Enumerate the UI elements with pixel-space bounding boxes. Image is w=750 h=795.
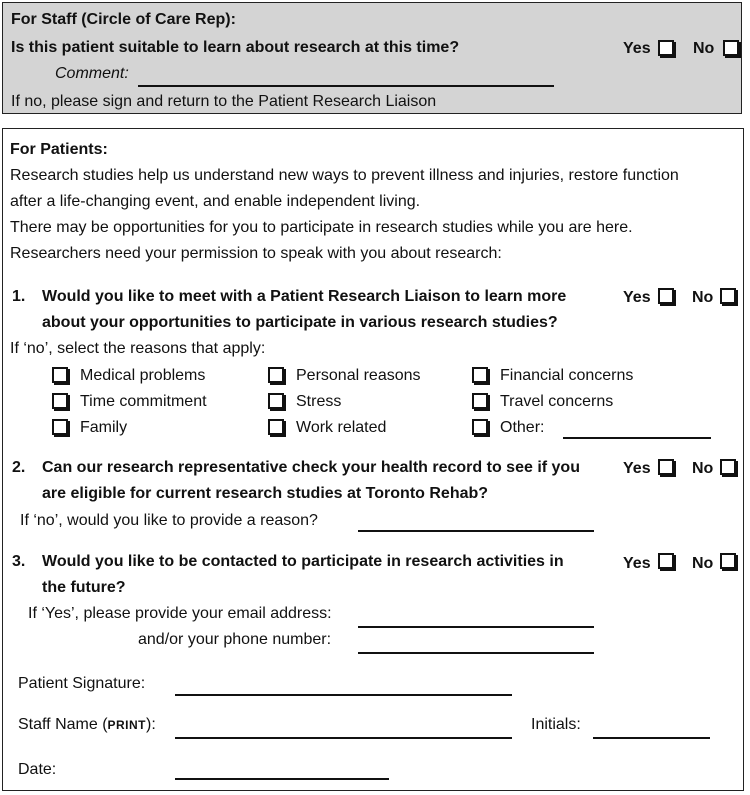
q3-no-label: No — [692, 555, 714, 572]
reason-family-checkbox[interactable] — [52, 419, 68, 435]
q1-yes-label: Yes — [623, 289, 651, 306]
staff-name-text: Staff Name ( — [18, 716, 108, 733]
initials-label: Initials: — [531, 716, 581, 733]
q2-no-label: No — [692, 460, 714, 477]
reason-time-checkbox[interactable] — [52, 393, 68, 409]
q1-reasons-prompt: If ‘no’, select the reasons that apply: — [10, 340, 266, 357]
staff-heading: For Staff (Circle of Care Rep): — [11, 11, 236, 28]
q3-line-2: the future? — [42, 579, 126, 596]
staff-name-field[interactable] — [175, 737, 512, 739]
staff-question: Is this patient suitable to learn about research at this time? — [11, 39, 460, 56]
reason-time-label: Time commitment — [80, 393, 207, 410]
q2-line-2: are eligible for current research studies at Toronto Rehab? — [42, 485, 489, 502]
q2-reason-field[interactable] — [358, 530, 594, 532]
reason-work-checkbox[interactable] — [268, 419, 284, 435]
q2-no-checkbox[interactable] — [720, 459, 736, 475]
comment-field[interactable] — [138, 85, 554, 87]
patients-heading: For Patients: — [10, 141, 108, 158]
q1-yes-checkbox[interactable] — [658, 288, 674, 304]
q3-email-label: If ‘Yes’, please provide your email address: — [28, 605, 332, 622]
reason-stress-checkbox[interactable] — [268, 393, 284, 409]
date-label: Date: — [18, 761, 57, 778]
staff-no-label: No — [693, 40, 715, 57]
q3-number: 3. — [12, 553, 26, 570]
reason-other-field[interactable] — [563, 437, 711, 439]
q2-yes-label: Yes — [623, 460, 651, 477]
date-field[interactable] — [175, 778, 389, 780]
reason-medical-checkbox[interactable] — [52, 367, 68, 383]
reason-travel-checkbox[interactable] — [472, 393, 488, 409]
q3-yes-label: Yes — [623, 555, 651, 572]
q3-phone-field[interactable] — [358, 652, 594, 654]
reason-financial-label: Financial concerns — [500, 367, 634, 384]
reason-stress-label: Stress — [296, 393, 342, 410]
q1-no-checkbox[interactable] — [720, 288, 736, 304]
q3-yes-checkbox[interactable] — [658, 553, 674, 569]
q1-line-2: about your opportunities to participate in various research studies? — [42, 314, 558, 331]
comment-label: Comment: — [55, 65, 129, 82]
q2-reason-prompt: If ‘no’, would you like to provide a reason? — [20, 512, 318, 529]
q1-no-label: No — [692, 289, 714, 306]
reason-other-checkbox[interactable] — [472, 419, 488, 435]
q2-yes-checkbox[interactable] — [658, 459, 674, 475]
staff-yes-label: Yes — [623, 40, 651, 57]
reason-other-label: Other: — [500, 419, 545, 436]
q3-no-checkbox[interactable] — [720, 553, 736, 569]
reason-family-label: Family — [80, 419, 128, 436]
q1-number: 1. — [12, 288, 26, 305]
q2-number: 2. — [12, 459, 26, 476]
intro-line-1: Research studies help us understand new ways to prevent illness and injuries, restore function — [10, 167, 679, 184]
q3-phone-label: and/or your phone number: — [138, 631, 332, 648]
signature-field[interactable] — [175, 694, 512, 696]
initials-field[interactable] — [593, 737, 710, 739]
staff-yes-checkbox[interactable] — [658, 40, 674, 56]
q2-line-1: Can our research representative check your health record to see if you — [42, 459, 580, 476]
staff-return-note: If no, please sign and return to the Patient Research Liaison — [11, 93, 437, 110]
reason-travel-label: Travel concerns — [500, 393, 614, 410]
intro-line-2: after a life-changing event, and enable independent living. — [10, 193, 421, 210]
intro-line-3: There may be opportunities for you to participate in research studies while you are here. — [10, 219, 633, 236]
reason-personal-label: Personal reasons — [296, 367, 421, 384]
reason-personal-checkbox[interactable] — [268, 367, 284, 383]
intro-line-4: Researchers need your permission to speak with you about research: — [10, 245, 502, 262]
staff-no-checkbox[interactable] — [723, 40, 739, 56]
staff-section — [2, 2, 742, 114]
q3-line-1: Would you like to be contacted to participate in research activities in — [42, 553, 564, 570]
reason-work-label: Work related — [296, 419, 387, 436]
reason-financial-checkbox[interactable] — [472, 367, 488, 383]
q1-line-1: Would you like to meet with a Patient Research Liaison to learn more — [42, 288, 567, 305]
staff-name-label — [18, 715, 156, 735]
staff-name-print: PRINT — [107, 718, 147, 732]
reason-medical-label: Medical problems — [80, 367, 206, 384]
staff-name-close: ): — [146, 716, 156, 733]
q3-email-field[interactable] — [358, 626, 594, 628]
signature-label: Patient Signature: — [18, 675, 146, 692]
